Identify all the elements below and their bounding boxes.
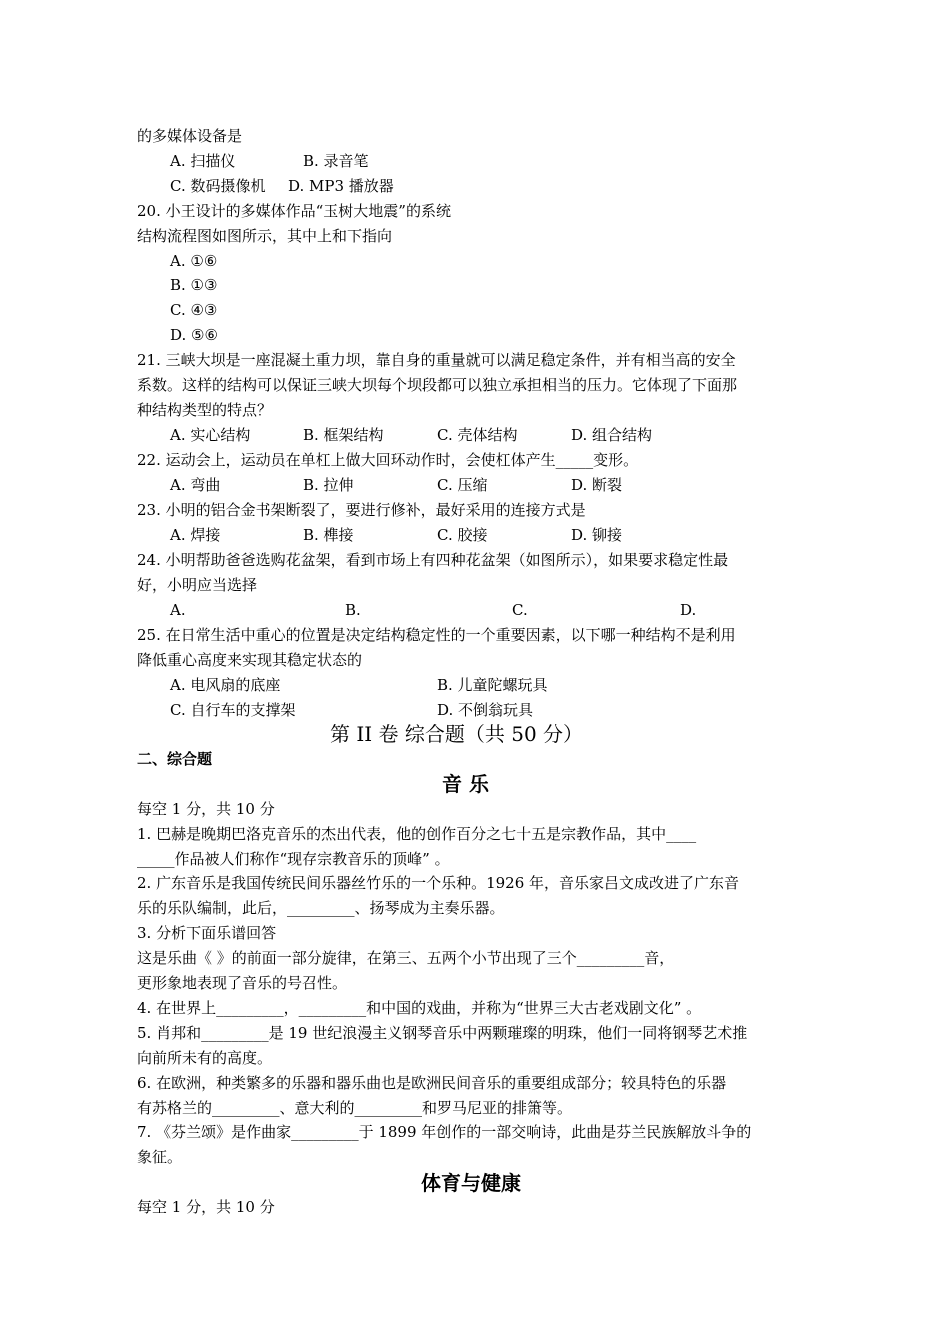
q24-stem-line2: 好，小明应当选择 bbox=[137, 576, 258, 594]
q21-option-c: C. 壳体结构 bbox=[437, 426, 518, 444]
q21-stem-line3: 种结构类型的特点？ bbox=[137, 401, 273, 419]
q20-stem-line1: 20. 小王设计的多媒体作品“玉树大地震”的系统 bbox=[137, 202, 451, 220]
music-q2-line2: 乐的乐队编制，此后，_________、扬琴成为主奏乐器。 bbox=[137, 899, 505, 917]
music-score-note: 每空 1 分，共 10 分 bbox=[137, 800, 275, 818]
q23-option-c: C. 胶接 bbox=[437, 526, 488, 544]
music-q5-line2: 向前所未有的高度。 bbox=[137, 1049, 273, 1067]
q20-option-b: B. ①③ bbox=[170, 276, 218, 294]
q19-stem-tail: 的多媒体设备是 bbox=[137, 127, 243, 145]
q25-option-d: D. 不倒翁玩具 bbox=[437, 701, 534, 719]
music-q1-line1: 1. 巴赫是晚期巴洛克音乐的杰出代表，他的创作百分之七十五是宗教作品，其中____ bbox=[137, 825, 697, 843]
music-q4-line1: 4. 在世界上_________，_________和中国的戏曲，并称为“世界三大古老戏剧文化” 。 bbox=[137, 999, 702, 1017]
q22-option-a: A. 弯曲 bbox=[170, 476, 221, 494]
q24-option-d: D. bbox=[680, 601, 697, 619]
music-q3-line3: 更形象地表现了音乐的号召性。 bbox=[137, 974, 348, 992]
music-q2-line1: 2. 广东音乐是我国传统民间乐器丝竹乐的一个乐种。1926 年，音乐家吕文成改进了广东音 bbox=[137, 874, 740, 892]
music-title: 音 乐 bbox=[442, 772, 489, 796]
q19-option-d: D. MP3 播放器 bbox=[288, 177, 394, 195]
q21-stem-line2: 系数。这样的结构可以保证三峡大坝每个坝段都可以独立承担相当的压力。它体现了下面那 bbox=[137, 376, 738, 394]
q25-option-c: C. 自行车的支撑架 bbox=[170, 701, 296, 719]
music-q1-line2: _____作品被人们称作“现存宗教音乐的顶峰” 。 bbox=[137, 850, 450, 868]
q25-option-a: A. 电风扇的底座 bbox=[170, 676, 281, 694]
q24-option-b: B. bbox=[345, 601, 361, 619]
q20-option-d: D. ⑤⑥ bbox=[170, 326, 218, 344]
q21-option-a: A. 实心结构 bbox=[170, 426, 251, 444]
q23-option-d: D. 铆接 bbox=[571, 526, 623, 544]
q21-option-b: B. 框架结构 bbox=[303, 426, 384, 444]
q25-stem-line2: 降低重心高度来实现其稳定状态的 bbox=[137, 651, 363, 669]
q25-option-b: B. 儿童陀螺玩具 bbox=[437, 676, 548, 694]
q24-option-c: C. bbox=[512, 601, 528, 619]
q19-option-b: B. 录音笔 bbox=[303, 152, 369, 170]
q19-option-a: A. 扫描仪 bbox=[170, 152, 236, 170]
music-q5-line1: 5. 肖邦和_________是 19 世纪浪漫主义钢琴音乐中两颗璀璨的明珠，他们一同将钢琴艺术推 bbox=[137, 1024, 748, 1042]
pe-score-note: 每空 1 分，共 10 分 bbox=[137, 1198, 275, 1216]
q20-option-a: A. ①⑥ bbox=[170, 252, 218, 270]
pe-title: 体育与健康 bbox=[421, 1171, 521, 1195]
q23-option-a: A. 焊接 bbox=[170, 526, 221, 544]
q25-stem-line1: 25. 在日常生活中重心的位置是决定结构稳定性的一个重要因素，以下哪一种结构不是利用 bbox=[137, 626, 736, 644]
part2-title: 第 II 卷 综合题（共 50 分） bbox=[330, 722, 584, 746]
music-q6-line1: 6. 在欧洲，种类繁多的乐器和器乐曲也是欧洲民间音乐的重要组成部分；较具特色的乐器 bbox=[137, 1074, 727, 1092]
q23-option-b: B. 榫接 bbox=[303, 526, 354, 544]
q24-stem-line1: 24. 小明帮助爸爸选购花盆架，看到市场上有四种花盆架（如图所示），如果要求稳定性最 bbox=[137, 551, 729, 569]
section-heading: 二、综合题 bbox=[137, 750, 213, 768]
q21-stem-line1: 21. 三峡大坝是一座混凝土重力坝，靠自身的重量就可以满足稳定条件，并有相当高的安全 bbox=[137, 351, 736, 369]
q24-option-a: A. bbox=[170, 601, 186, 619]
q20-stem-line2: 结构流程图如图所示，其中上和下指向 bbox=[137, 227, 393, 245]
music-q3-line2: 这是乐曲《 》的前面一部分旋律，在第三、五两个小节出现了三个_________音， bbox=[137, 949, 675, 967]
music-q7-line2: 象征。 bbox=[137, 1148, 183, 1166]
music-q6-line2: 有苏格兰的_________、意大利的_________和罗马尼亚的排箫等。 bbox=[137, 1099, 573, 1117]
q20-option-c: C. ④③ bbox=[170, 301, 218, 319]
q21-option-d: D. 组合结构 bbox=[571, 426, 653, 444]
q22-option-c: C. 压缩 bbox=[437, 476, 488, 494]
q22-stem: 22. 运动会上，运动员在单杠上做大回环动作时，会使杠体产生_____变形。 bbox=[137, 451, 639, 469]
q19-option-c: C. 数码摄像机 bbox=[170, 177, 266, 195]
q23-stem: 23. 小明的铝合金书架断裂了，要进行修补，最好采用的连接方式是 bbox=[137, 501, 586, 519]
q22-option-d: D. 断裂 bbox=[571, 476, 623, 494]
music-q7-line1: 7. 《芬兰颂》是作曲家_________于 1899 年创作的一部交响诗，此曲是芬兰民族解放斗争的 bbox=[137, 1123, 752, 1141]
q22-option-b: B. 拉伸 bbox=[303, 476, 354, 494]
music-q3-line1: 3. 分析下面乐谱回答 bbox=[137, 924, 277, 942]
